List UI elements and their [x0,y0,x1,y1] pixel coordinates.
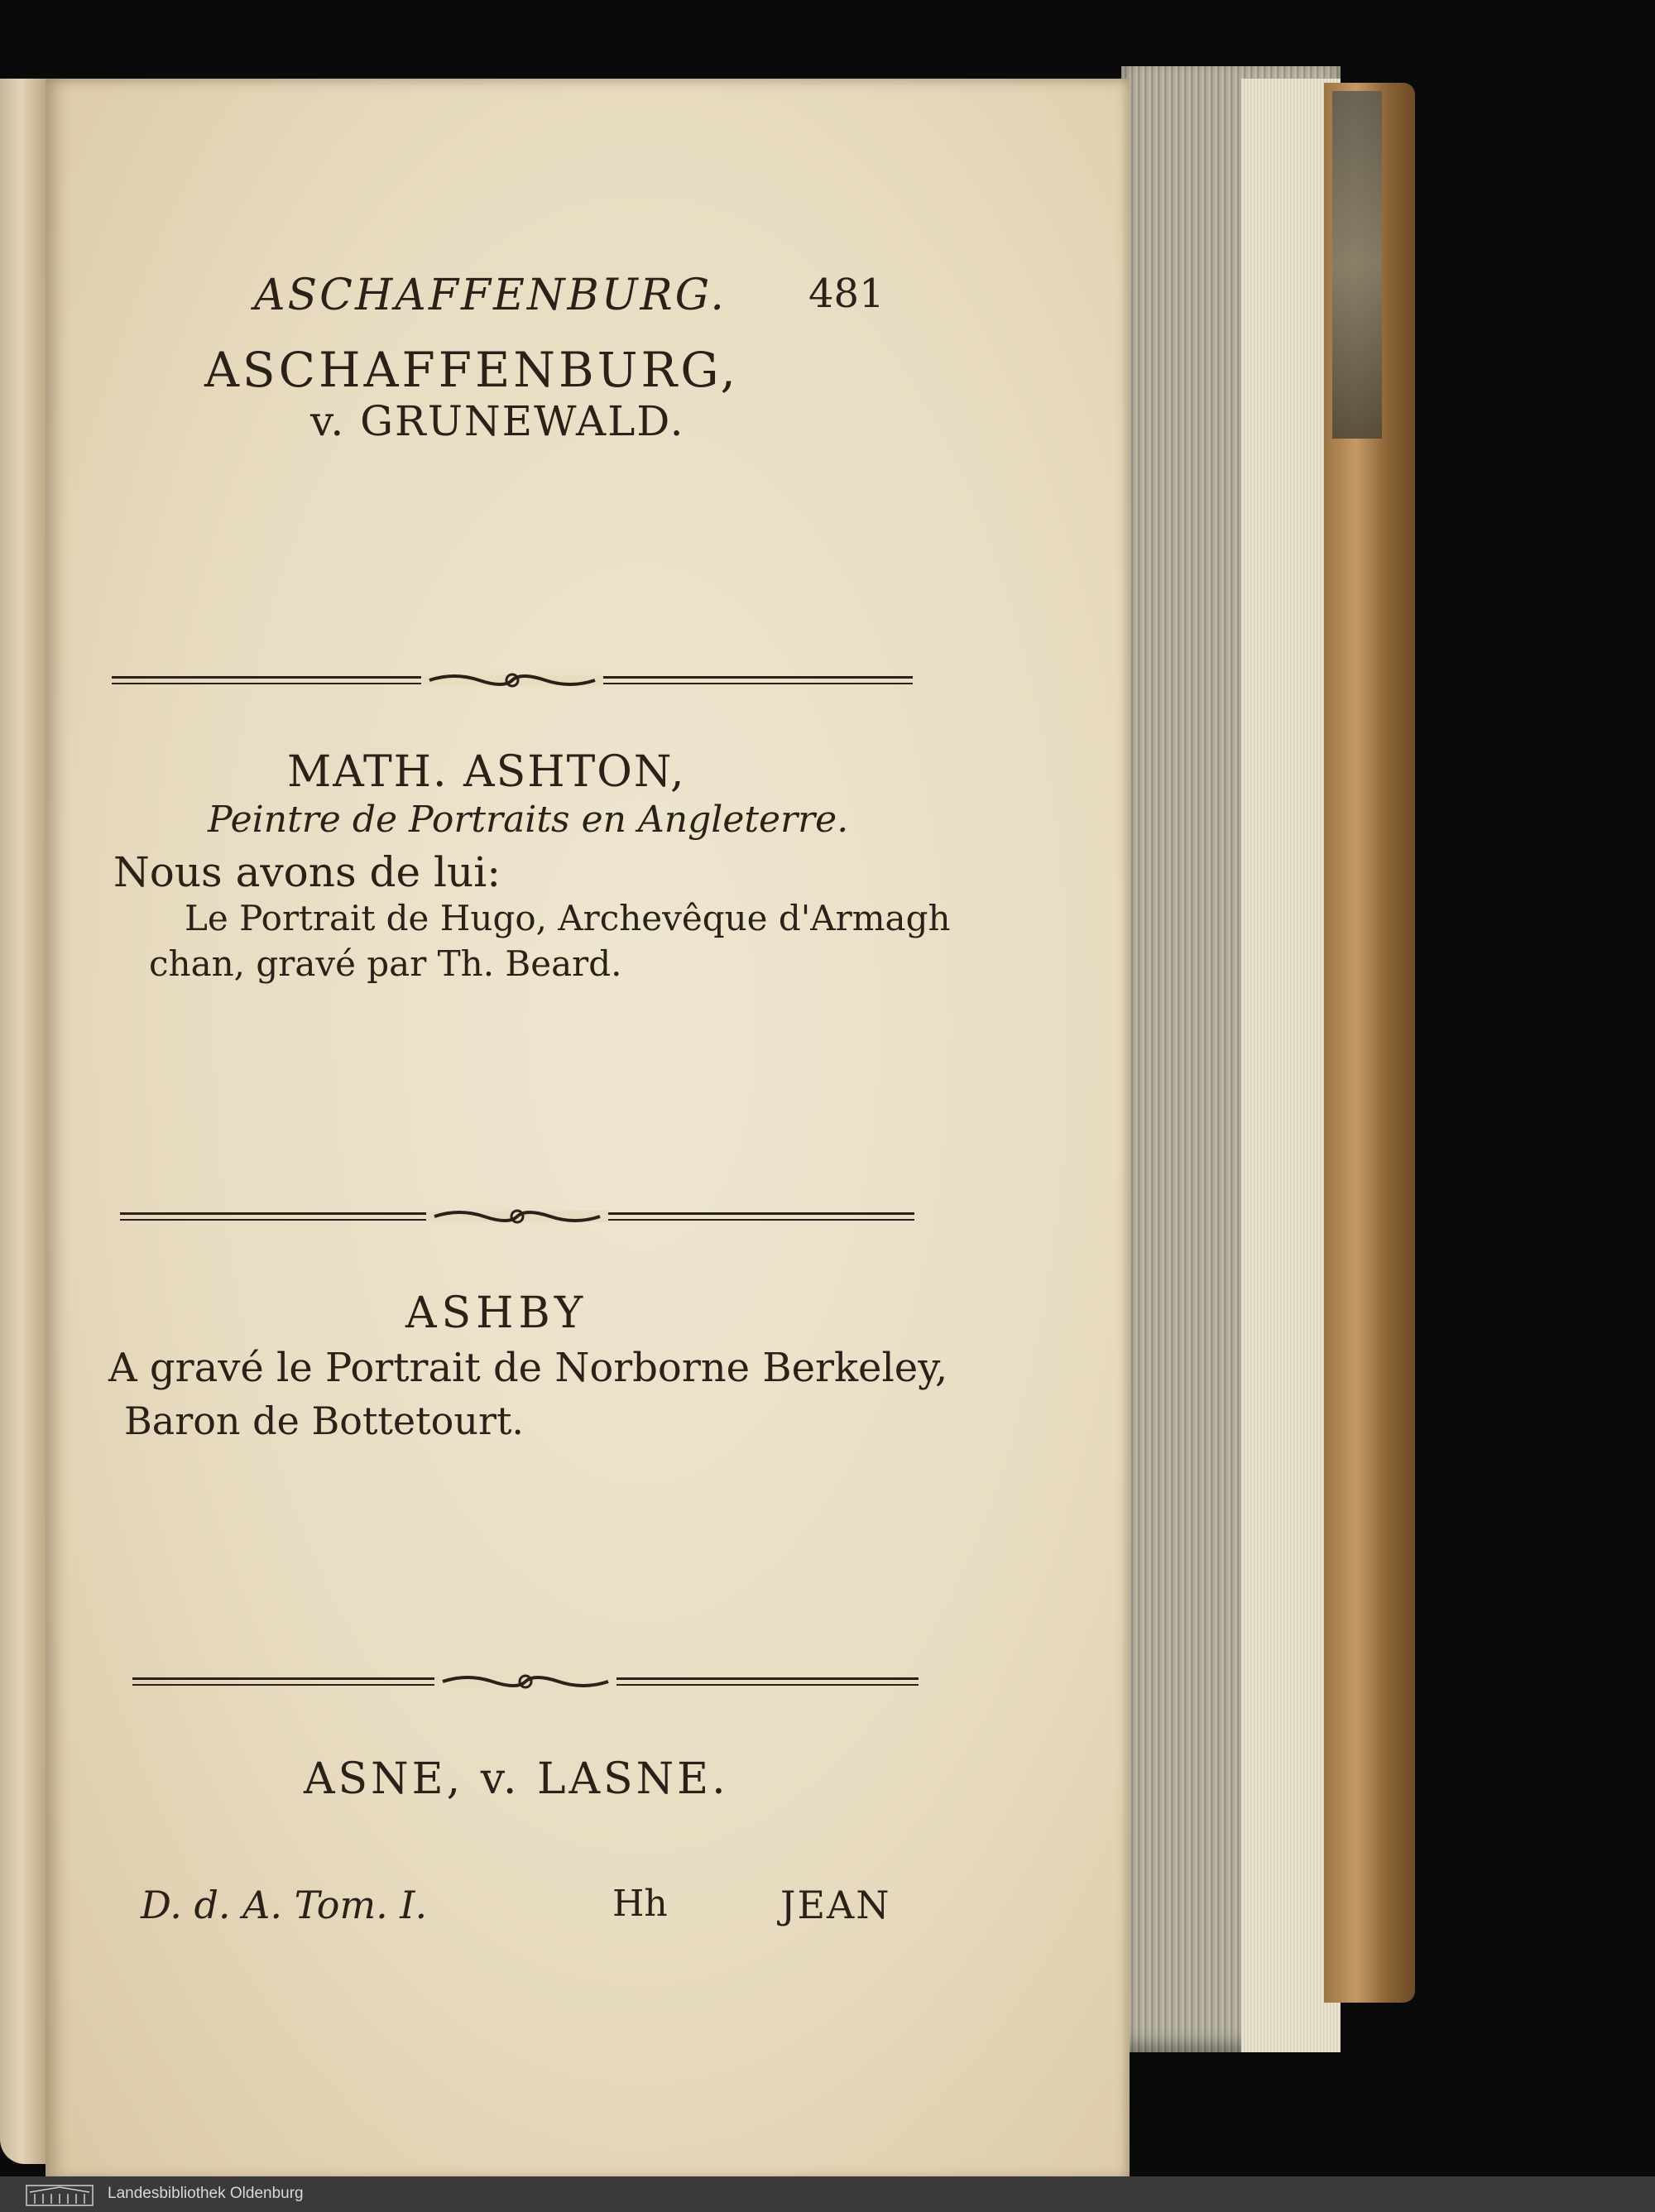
ornamental-rule-1 [112,674,913,686]
ornamental-rule-3 [132,1676,919,1687]
fleuron-icon [421,668,603,693]
footer-volume: D. d. A. Tom. I. [141,1883,428,1927]
running-head: ASCHAFFENBURG. [254,271,727,320]
entry-intro: Nous avons de lui: [113,848,501,896]
footer-catchword: JEAN [780,1883,891,1927]
library-name: Landesbibliothek Oldenburg [108,2185,304,2202]
fleuron-icon [426,1204,608,1229]
entry-text-line1: A gravé le Portrait de Norborne Berkeley, [108,1345,948,1391]
library-building-icon [25,2182,94,2207]
entry-title-line1: ASCHAFFENBURG, [204,342,739,398]
entry-text-line2: Baron de Bottetourt. [124,1399,525,1443]
entry-title: ASHBY [405,1288,588,1338]
footer-signature: Hh [612,1883,668,1925]
page-number: 481 [808,271,885,317]
entry-title-line2: v. GRUNEWALD. [310,397,685,445]
fleuron-icon [434,1669,616,1694]
ornamental-rule-2 [120,1211,914,1222]
entry-work-line2: chan, gravé par Th. Beard. [149,943,622,984]
entry-title: MATH. ASHTON, [287,747,686,797]
library-footer-bar [0,2176,1655,2212]
entry-subtitle: Peintre de Portraits en Angleterre. [208,799,849,841]
entry-work-line1: Le Portrait de Hugo, Archevêque d'Armagh [185,898,951,938]
book-page [46,79,1130,2176]
left-page-edge [0,79,48,2164]
cover-worn-patch [1332,91,1382,439]
entry-title: ASNE, v. LASNE. [304,1754,729,1804]
